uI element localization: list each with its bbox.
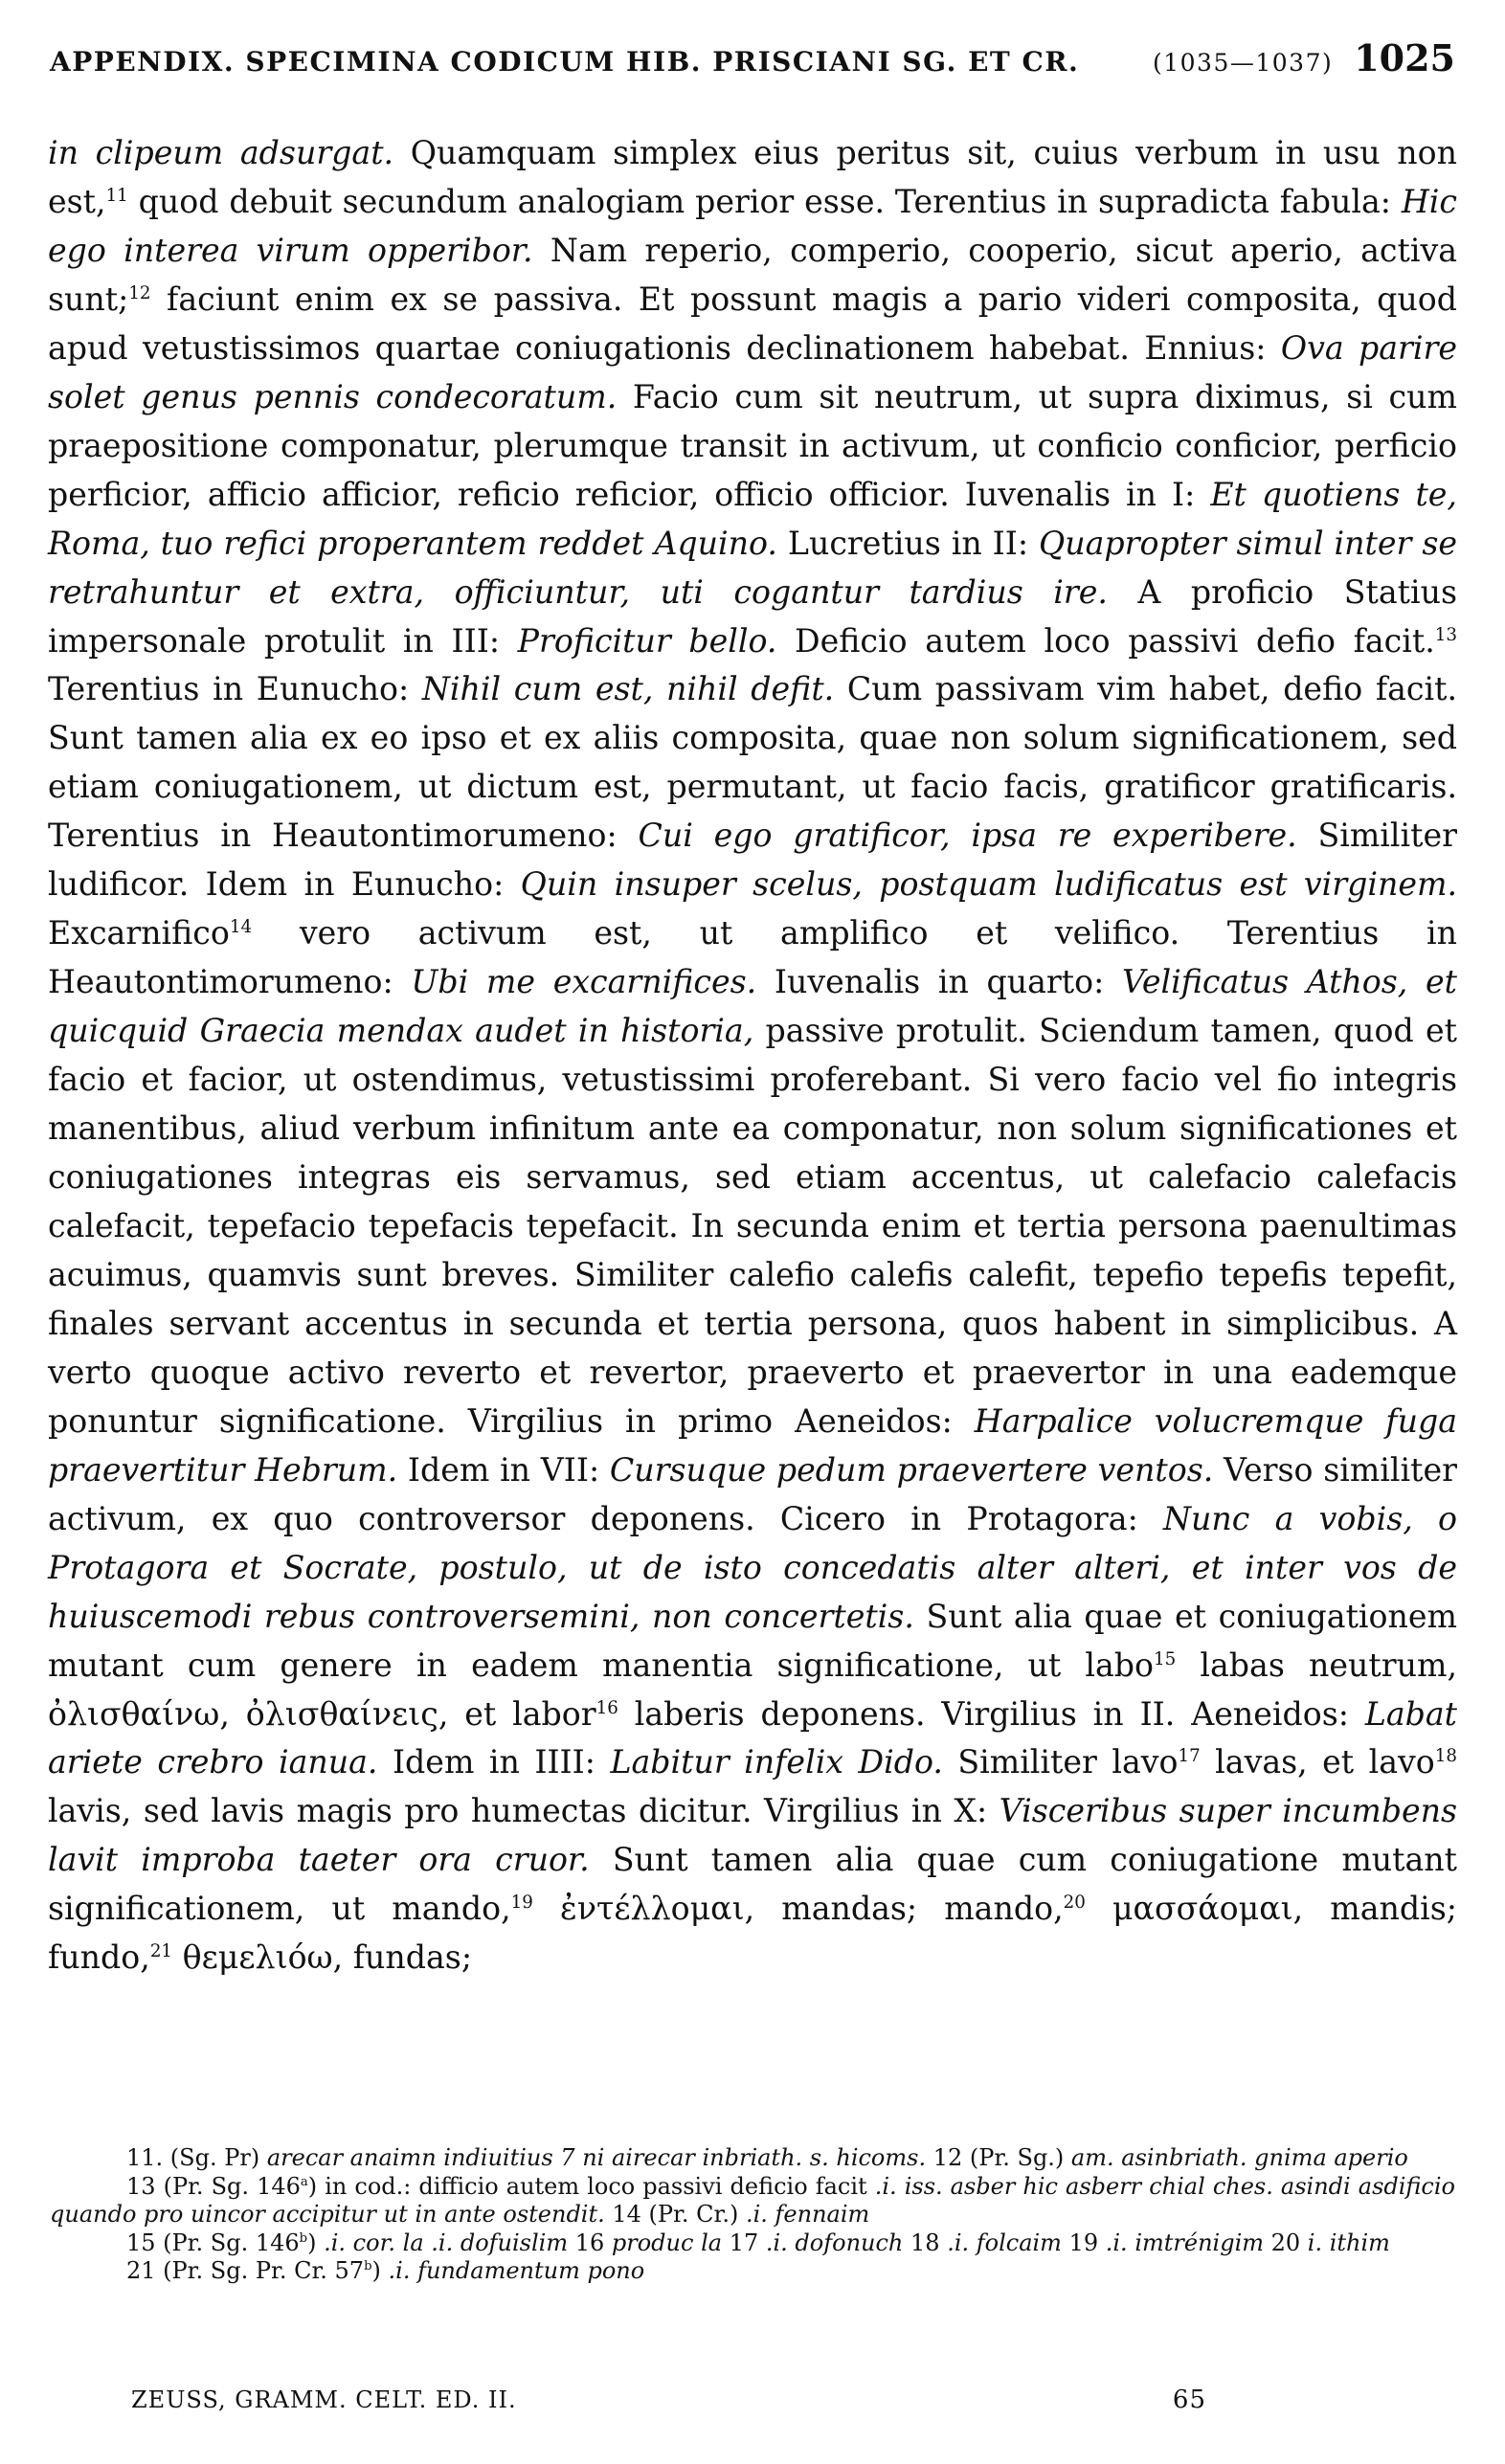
footnote-line: 21 (Pr. Sg. Pr. Cr. 57$^b$) .i. fundamentum pono bbox=[126, 2257, 645, 2284]
running-header bbox=[50, 36, 1455, 94]
sheet-number: 65 bbox=[1172, 2386, 1206, 2414]
main-text bbox=[48, 129, 1457, 1982]
header-right bbox=[1153, 36, 1455, 79]
header-title: APPENDIX. SPECIMINA CODICUM HIB. PRISCIANI SG. ET CR. bbox=[50, 46, 1080, 78]
footnote-line: 15 (Pr. Sg. 146$^b$) .i. cor. la .i. dofuislim 16 produc la 17 .i. dofonuch 18 .i. folcaim 19 .i. imtrénigim 20 i. ithim bbox=[126, 2229, 1390, 2256]
page-footer bbox=[50, 2386, 1455, 2424]
footnote-line: 13 (Pr. Sg. 146$^a$) in cod.: difficio autem loco passivi deficio facit .i. iss. asber hic asberr chial ches. asindi asdificio quando pro uincor accipitur ut in ante ostendit. 14 (Pr. Cr.) .i. fennaim bbox=[50, 2172, 1455, 2228]
footnotes bbox=[50, 2144, 1455, 2286]
signature-mark: ZEUSS, GRAMM. CELT. ED. II. bbox=[131, 2386, 517, 2413]
section-range: (1035—1037) bbox=[1152, 49, 1334, 77]
main-paragraph: in clipeum adsurgat. Quamquam simplex eius peritus sit, cuius verbum in usu non est,$^{11}$ quod debuit secundum analogiam perior esse. Terentius in supradicta fabula: Hic ego interea virum opperibor. Nam reperio, comperio, cooperio, sicut aperio, activa sunt;$^{12}$ faciunt enim ex se passiva. Et possunt magis a pario videri composita, quod apud vetustissimos quartae coniugationis declinationem habebat. Ennius: Ova parire solet genus pennis condecoratum. Facio cum sit neutrum, ut supra diximus, si cum praepositione componatur, plerumque transit in activum, ut conficio conficior, perficio perficior, afficio afficior, reficio reficior, officio officior. Iuvenalis in I: Et quotiens te, Roma, tuo refici properantem reddet Aquino. Lucretius in II: Quapropter simul inter se retrahuntur et extra, officiuntur, uti cogantur tardius ire. A proficio Statius impersonale protulit in III: Proficitur bello. Deficio autem loco passivi defio facit.$^{13}$ Terentius in Eunucho: Nihil cum est, nihil defit. Cum passivam vim habet, defio facit. Sunt tamen alia ex eo ipso et ex aliis composita, quae non solum significationem, sed etiam coniugationem, ut dictum est, permutant, ut facio facis, gratificor gratificaris. Terentius in Heautontimorumeno: Cui ego gratificor, ipsa re experibere. Similiter ludificor. Idem in Eunucho: Quin insuper scelus, postquam ludificatus est virginem. Excarnifico$^{14}$ vero activum est, ut amplifico et velifico. Terentius in Heautontimorumeno: Ubi me excarnifices. Iuvenalis in quarto: Velificatus Athos, et quicquid Graecia mendax audet in historia, passive protulit. Sciendum tamen, quod et facio et facior, ut ostendimus, vetustissimi proferebant. Si vero facio vel fio integris manentibus, aliud verbum infinitum ante ea componatur, non solum significationes et coniugationes integras eis servamus, sed etiam accentus, ut calefacio calefacis calefacit, tepefacio tepefacis tepefacit. In secunda enim et tertia persona paenultimas acuimus, quamvis sunt breves. Similiter calefio calefis calefit, tepefio tepefis tepefit, finales servant accentus in secunda et tertia persona, quos habent in simplicibus. A verto quoque activo reverto et revertor, praeverto et praevertor in una eademque ponuntur significatione. Virgilius in primo Aeneidos: Harpalice volucremque fuga praevertitur Hebrum. Idem in VII: Cursuque pedum praevertere ventos. Verso similiter activum, ex quo controversor deponens. Cicero in Protagora: Nunc a vobis, o Protagora et Socrate, postulo, ut de isto concedatis alter alteri, et inter vos de huiuscemodi rebus controversemini, non concertetis. Sunt alia quae et coniugationem mutant cum genere in eadem manentia significatione, ut labo$^{15}$ labas neutrum, ὀλισθαίνω, ὀλισθαίνεις, et labor$^{16}$ laberis deponens. Virgilius in II. Aeneidos: Labat ariete crebro ianua. Idem in IIII: Labitur infelix Dido. Similiter lavo$^{17}$ lavas, et lavo$^{18}$ lavis, sed lavis magis pro humectas dicitur. Virgilius in X: Visceribus super incumbens lavit improba taeter ora cruor. Sunt tamen alia quae cum coniugatione mutant significationem, ut mando,$^{19}$ ἐντέλλομαι, mandas; mando,$^{20}$ μασσάομαι, mandis; fundo,$^{21}$ θεμελιόω, fundas; bbox=[48, 134, 1458, 1977]
footnote-line: 11. (Sg. Pr) arecar anaimn indiuitius 7 ni airecar inbriath. s. hicoms. 12 (Pr. Sg.) am. asinbriath. gnima aperio bbox=[126, 2144, 1408, 2171]
page-number: 1025 bbox=[1354, 36, 1455, 79]
